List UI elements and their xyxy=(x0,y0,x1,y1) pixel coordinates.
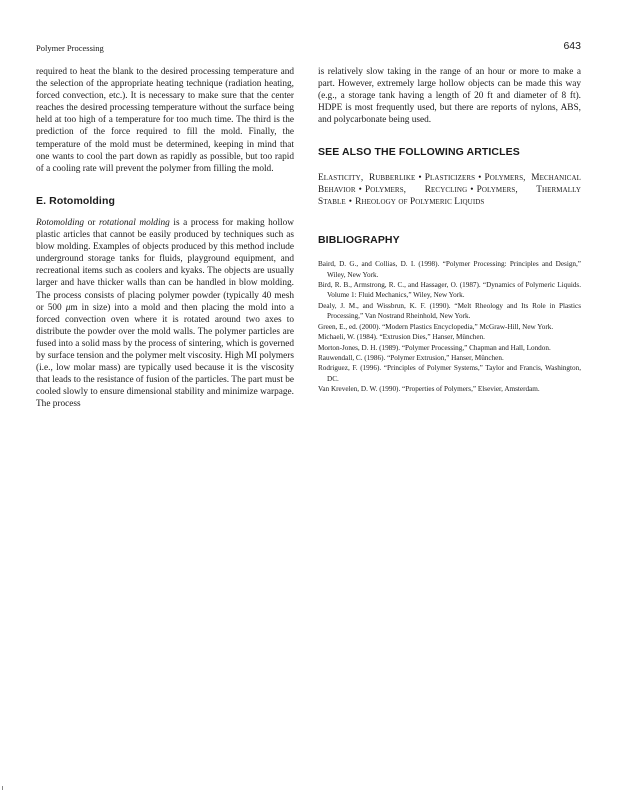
see-also-link[interactable]: Polymers, Mechanical Behavior xyxy=(318,172,581,195)
left-column xyxy=(36,66,294,410)
see-also-heading: SEE ALSO THE FOLLOWING ARTICLES xyxy=(318,146,520,159)
term-rotomolding: Rotomolding xyxy=(36,217,85,228)
micro-symbol: μ xyxy=(65,302,71,313)
rotomolding-paragraph xyxy=(36,217,294,411)
see-also-link[interactable]: Plasticizers xyxy=(424,172,476,183)
bibliography-entry: Dealy, J. M., and Wissbrun, K. F. (1990). “Melt Rheology and Its Role in Plastics Processing,” Van Nostrand Rheinhold, New York. xyxy=(318,301,581,321)
bullet-separator: • xyxy=(418,172,422,183)
term-rotational-molding: rotational molding xyxy=(98,217,170,228)
bibliography-entry: Bird, R. B., Armstrong, R. C., and Hassager, O. (1987). “Dynamics of Polymeric Liquids. Volume 1: Fluid Mechanics,” Wiley, New York. xyxy=(318,281,581,300)
bullet-separator: • xyxy=(478,172,482,183)
continuation-paragraph: is relatively slow taking in the range of an hour or more to make a part. However, extremely large hollow objects can be made this way (e.g., a storage tank having a length of 20 ft and diameter of 8 ft). HDPE is most frequently used, but there are reports of nylons, ABS, and polycarbonate being used. xyxy=(318,67,581,126)
see-also-link[interactable]: Polymers, Recycling xyxy=(364,184,468,195)
term-connector: or xyxy=(84,217,99,228)
bibliography-entry: Baird, D. G., and Collias, D. I. (1998). “Polymer Processing: Principles and Design,” Wiley, New York. xyxy=(318,260,581,279)
bibliography-entry: Rodriguez, F. (1996). “Principles of Polymer Systems,” Taylor and Francis, Washington, DC. xyxy=(318,364,581,383)
see-also-list xyxy=(318,172,581,209)
rotomolding-body: is a process for making hollow plastic articles that cannot be easily produced by techniques such as blow molding. Examples of objects produced by this method include underground storage tanks for fluids, playground equipment, and recreational items such as coolers and kyaks. The objects are usually larger and have thicker walls than can be handled in blow molding. The process consists of placing polymer powder (typically 40 mesh or 500 xyxy=(36,217,294,313)
bibliography-entry: Morton-Jones, D. H. (1989). “Polymer Processing,” Chapman and Hall, London. xyxy=(318,343,551,352)
running-head xyxy=(36,40,581,54)
section-heading-rotomolding: E. Rotomolding xyxy=(36,194,115,207)
bibliography-entry: Green, E., ed. (2000). “Modern Plastics Encyclopedia,” McGraw-Hill, New York. xyxy=(318,322,554,331)
page-number: 643 xyxy=(563,40,581,52)
bibliography-entry: Michaeli, W. (1984). “Extrusion Dies,” Hanser, München. xyxy=(318,333,485,342)
bullet-separator: • xyxy=(470,184,474,195)
right-column xyxy=(318,66,581,395)
bullet-separator: • xyxy=(358,184,362,195)
bibliography-heading: BIBLIOGRAPHY xyxy=(318,234,400,247)
bibliography-entry: Rauwendall, C. (1986). “Polymer Extrusion,” Hanser, München. xyxy=(318,353,504,362)
running-title: Polymer Processing xyxy=(36,43,104,53)
scan-edge-mark xyxy=(2,786,3,790)
see-also-link[interactable]: Polymers, Thermally Stable xyxy=(318,184,581,207)
see-also-link[interactable]: Elasticity, Rubberlike xyxy=(318,172,416,183)
intro-paragraph: required to heat the blank to the desired processing temperature and the selection of the appropriate heating technique (radiation heating, forced convection, etc.). It is necessary to make sure that the center reaches the desired processing temperature without the surface being held at too high of a temperature for too much time. The third is the prediction of the force required to fill the mold. Finally, the temperature of the mold must be determined, keeping in mind that one wants to cool the part down as rapidly as possible, but too rapid of a cooling rate will prevent the polymer from filling the mold. xyxy=(36,67,294,174)
bibliography-entry: Van Krevelen, D. W. (1990). “Properties of Polymers,” Elsevier, Amsterdam. xyxy=(318,385,540,394)
bibliography-list xyxy=(318,259,581,394)
see-also-link[interactable]: Rheology of Polymeric Liquids xyxy=(355,196,485,207)
rotomolding-body-continued: m in size) into a mold and then placing the mold into a forced convection oven where it is rotated around two axes to distribute the powder over the mold walls. The polymer particles are fused into a solid mass by the process of sintering, which is governed by surface tension and the polymer melt viscosity. High MI polymers (i.e., low molar mass) are typically used because it is the viscosity that leads to the resistance of fusion of the particles. The part must be cooled slowly to ensure dimensional stability and minimize warpage. The process xyxy=(36,302,294,410)
bullet-separator: • xyxy=(348,196,353,207)
